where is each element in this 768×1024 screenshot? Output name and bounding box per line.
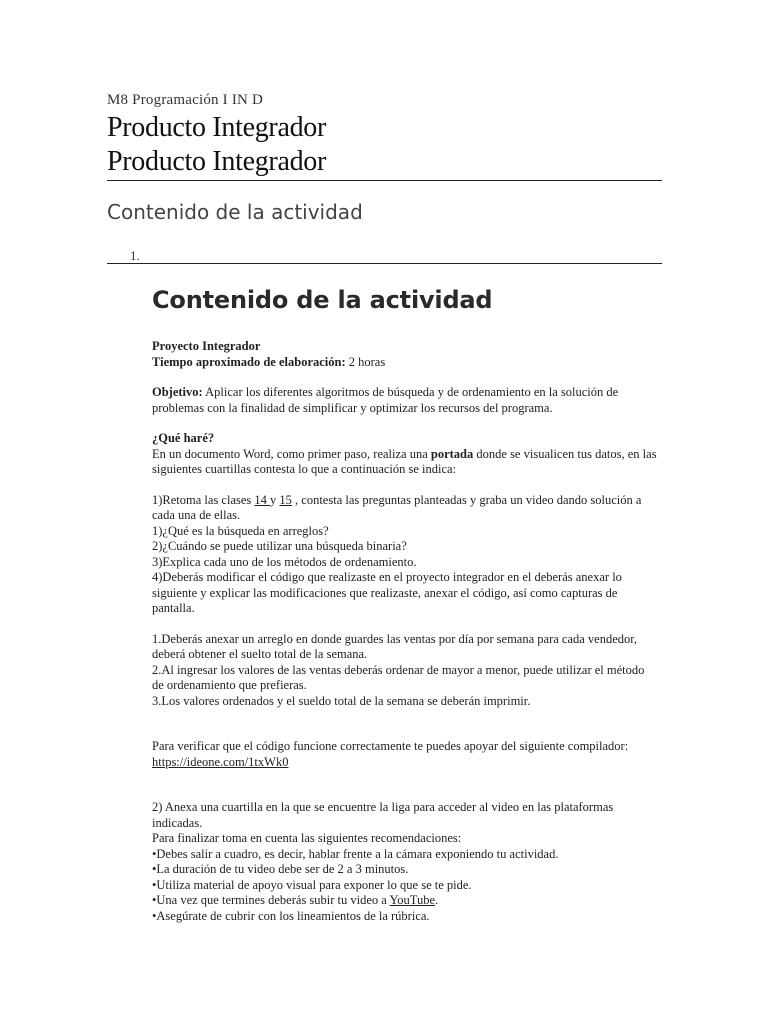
objective-text: Aplicar los diferentes algoritmos de búsqueda y de ordenamiento en la solución de problemas con la finalidad de simplificar y optimizar los recursos del programa. (152, 385, 619, 415)
step-2-paragraph: 2) Anexa una cuartilla en la que se encuentre la liga para acceder al video en las plataformas indicadas. (152, 800, 614, 830)
class-14-link[interactable]: 14 (254, 492, 271, 507)
intro-bold: portada (430, 446, 474, 461)
section-divider (107, 263, 662, 264)
course-label: M8 Programación I IN D (107, 92, 264, 108)
document-title: Producto Integrador (107, 112, 327, 143)
what-label: ¿Qué haré? (152, 431, 215, 445)
question-2: 2)¿Cuándo se puede utilizar una búsqueda binaria? (152, 539, 407, 553)
youtube-link[interactable]: YouTube (389, 893, 436, 907)
objective-label: Objetivo: (152, 385, 203, 399)
recommendation-4-text: •Una vez que termines deberás subir tu video a (152, 893, 390, 907)
section-heading: Contenido de la actividad (107, 200, 363, 224)
objective-paragraph (152, 385, 657, 416)
time-value: 2 horas (345, 354, 386, 369)
verify-paragraph (152, 739, 657, 770)
step-1-text-end: , contesta las preguntas planteadas y graba un video dando solución a cada una de ellas. (152, 492, 642, 522)
content-heading: Contenido de la actividad (152, 286, 493, 314)
recommendation-4 (152, 893, 657, 909)
question-1: 1)¿Qué es la búsqueda en arreglos? (152, 523, 329, 538)
intro-text-end: donde se visualicen tus datos, en las siguientes cuartillas contesta lo que a continuación se indica: (152, 446, 657, 476)
intro-paragraph (152, 447, 657, 478)
subtask-3: 3.Los valores ordenados y el sueldo total de la semana se deberán imprimir. (152, 693, 531, 708)
recommendation-3: •Utiliza material de apoyo visual para exponer lo que se te pide. (152, 877, 472, 892)
list-number: 1. (130, 248, 140, 263)
question-4: 4)Deberás modificar el código que realizaste en el proyecto integrador en el deberás anexar lo siguiente y explicar las modificaciones que realizaste, anexar el código, así como capturas de pantalla. (152, 570, 622, 615)
question-3: 3)Explica cada uno de los métodos de ordenamiento. (152, 554, 417, 569)
step-1-paragraph (152, 493, 657, 524)
subtask-2: 2.Al ingresar los valores de las ventas deberás ordenar de mayor a menor, puede utilizar el método de ordenamiento que prefieras. (152, 662, 645, 692)
intro-text: En un documento Word, como primer paso, realiza una (152, 446, 431, 461)
recommendation-1: •Debes salir a cuadro, es decir, hablar frente a la cámara exponiendo tu actividad. (152, 846, 559, 861)
title-divider (107, 180, 662, 181)
time-line (152, 355, 657, 371)
subtask-1: 1.Deberás anexar un arreglo en donde guardes las ventas por día por semana para cada vendedor, deberá obtener el suelto total de la semana. (152, 631, 638, 661)
compiler-link[interactable]: https://ideone.com/1txWk0 (152, 754, 289, 769)
activity-content (152, 283, 657, 924)
recommendation-4-end: . (435, 893, 439, 907)
recommendation-2: •La duración de tu video debe ser de 2 a 3 minutos. (152, 862, 409, 876)
step-1-text: 1)Retoma las clases (152, 492, 255, 507)
project-label: Proyecto Integrador (152, 339, 261, 353)
document-title-repeat: Producto Integrador (107, 146, 327, 177)
step-1-connector: y (270, 492, 280, 507)
recommendations-intro: Para finalizar toma en cuenta las siguientes recomendaciones: (152, 831, 462, 845)
time-label: Tiempo aproximado de elaboración: (152, 354, 346, 369)
recommendation-5: •Asegúrate de cubrir con los lineamientos de la rúbrica. (152, 908, 430, 923)
verify-text: Para verificar que el código funcione correctamente te puedes apoyar del siguiente compilador: (152, 739, 629, 753)
class-15-link[interactable]: 15 (279, 492, 292, 507)
